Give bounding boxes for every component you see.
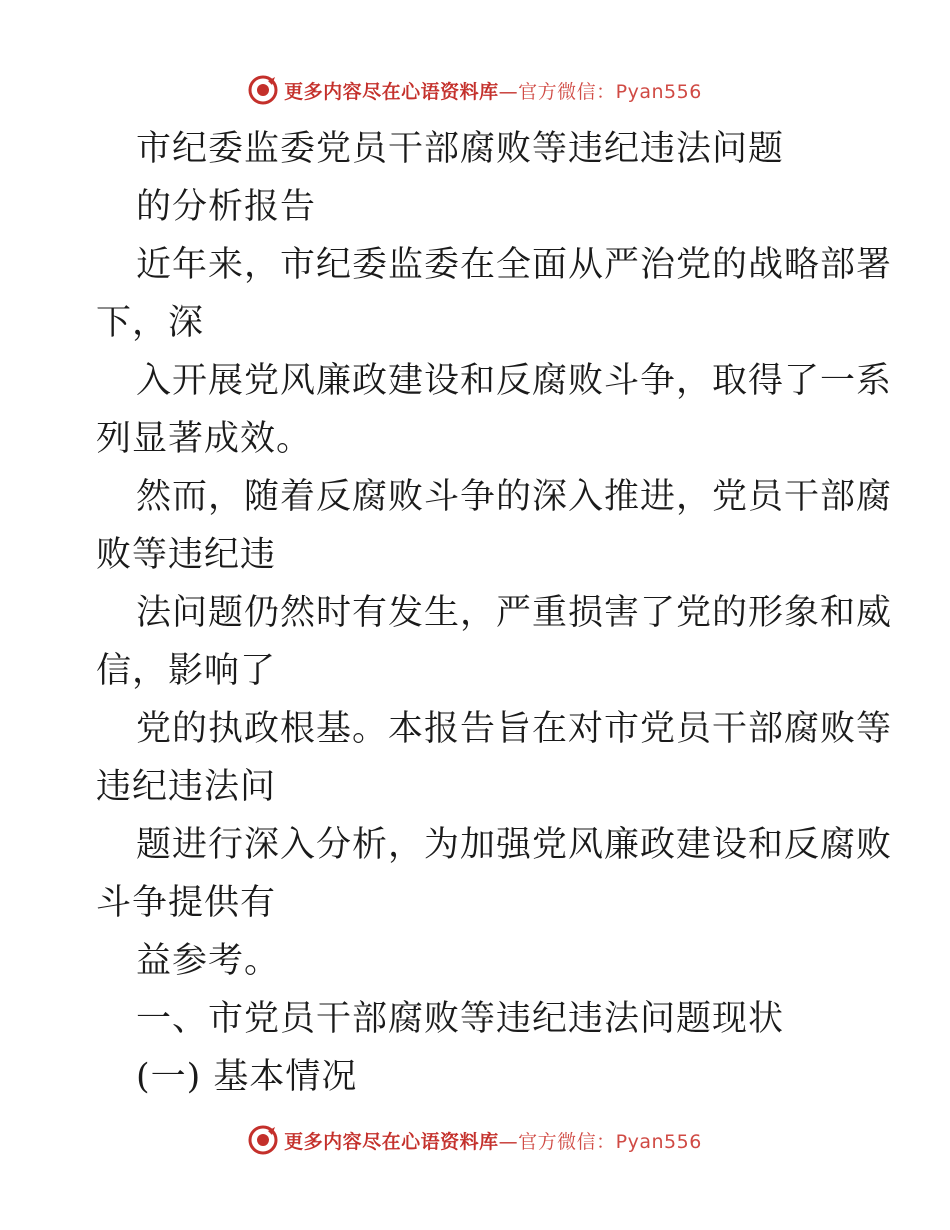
- footer-watermark: [0, 1122, 950, 1158]
- watermark-contact: 官方微信：Pyan556: [518, 80, 702, 103]
- text-line: 然而，随着反腐败斗争的深入推进，党员干部腐: [136, 477, 893, 517]
- text-line: 违纪违法问: [96, 767, 277, 807]
- watermark-site: 更多内容尽在心语资料库: [284, 80, 499, 103]
- text-line: 一、市党员干部腐败等违纪违法问题现状: [136, 999, 785, 1039]
- watermark-text: [284, 1127, 702, 1154]
- text-line: 列显著成效。: [96, 419, 313, 459]
- text-line: (一) 基本情况: [136, 1057, 358, 1097]
- document-body: [96, 120, 893, 1106]
- text-line: 题进行深入分析，为加强党风廉政建设和反腐败: [136, 825, 893, 865]
- header-watermark: [0, 72, 950, 108]
- text-line: 败等违纪违: [96, 535, 277, 575]
- text-line: 下，深: [96, 303, 205, 343]
- watermark-contact: 官方微信：Pyan556: [518, 1130, 702, 1153]
- watermark-site: 更多内容尽在心语资料库: [284, 1130, 499, 1153]
- text-line: 斗争提供有: [96, 883, 277, 923]
- watermark-separator: —: [498, 80, 519, 103]
- text-line: 党的执政根基。本报告旨在对市党员干部腐败等: [136, 709, 893, 749]
- text-line: 信，影响了: [96, 651, 277, 691]
- text-line: 法问题仍然时有发生，严重损害了党的形象和威: [136, 593, 893, 633]
- text-line: 近年来，市纪委监委在全面从严治党的战略部署: [136, 245, 893, 285]
- text-line: 入开展党风廉政建设和反腐败斗争，取得了一系: [136, 361, 893, 401]
- watermark-text: [284, 77, 702, 104]
- seal-logo-icon: [248, 75, 278, 105]
- text-line: 益参考。: [136, 941, 281, 981]
- seal-logo-icon: [248, 1125, 278, 1155]
- watermark-separator: —: [498, 1130, 519, 1153]
- text-line: 的分析报告: [136, 187, 317, 227]
- text-line: 市纪委监委党员干部腐败等违纪违法问题: [136, 129, 785, 169]
